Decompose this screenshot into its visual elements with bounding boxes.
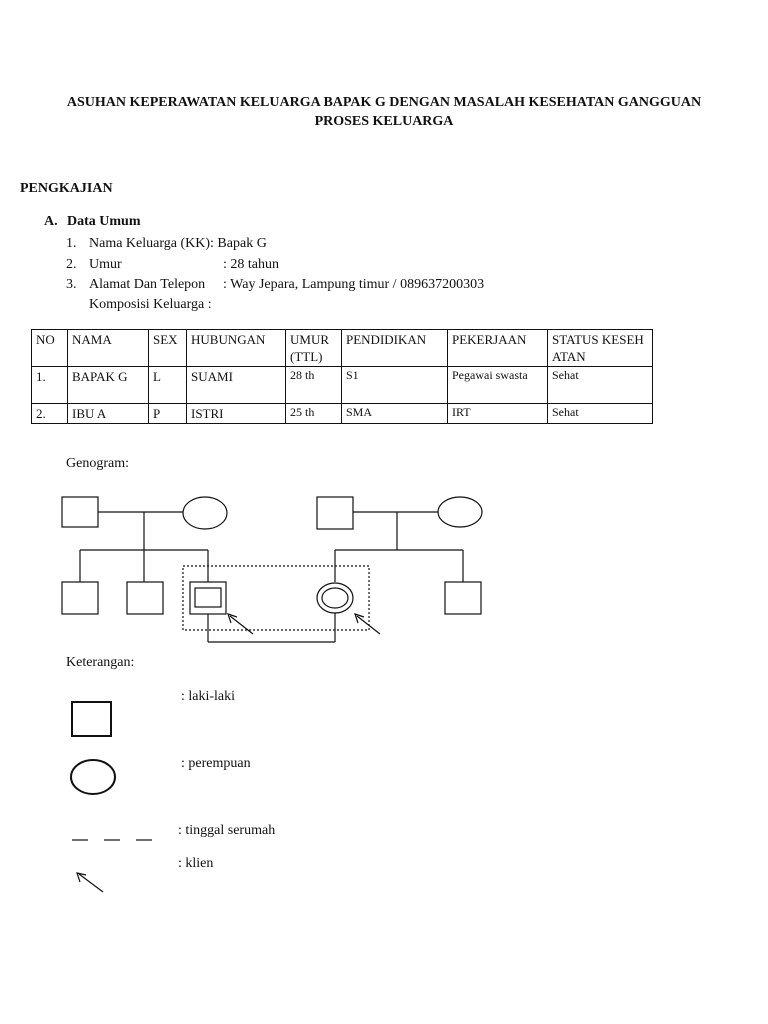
cell-hubungan: SUAMI: [187, 367, 286, 404]
header-pekerjaan: PEKERJAAN: [448, 330, 548, 367]
list-separator: :: [223, 257, 227, 272]
header-no: NO: [32, 330, 68, 367]
list-number: 2.: [66, 257, 77, 272]
legend-text-male: : laki-laki: [181, 689, 236, 704]
legend-text-client: : klien: [178, 856, 214, 871]
list-separator: :: [210, 236, 214, 251]
legend-label: Keterangan:: [66, 655, 135, 670]
cell-pendidikan: S1: [342, 367, 448, 404]
komposisi-separator: :: [207, 297, 212, 312]
header-hubungan: HUBUNGAN: [187, 330, 286, 367]
legend-square-icon: [72, 702, 111, 736]
cell-status: Sehat: [548, 367, 653, 404]
list-label: Umur: [89, 257, 122, 272]
cell-pendidikan: SMA: [342, 404, 448, 424]
cell-no: 2.: [32, 404, 68, 424]
cell-no: 1.: [32, 367, 68, 404]
list-value: 28 tahun: [230, 257, 279, 272]
legend-text-household: : tinggal serumah: [178, 823, 276, 838]
legend-circle-icon: [71, 760, 115, 794]
cell-nama: IBU A: [68, 404, 149, 424]
header-sex: SEX: [149, 330, 187, 367]
header-pendidikan: PENDIDIKAN: [342, 330, 448, 367]
cell-hubungan: ISTRI: [187, 404, 286, 424]
sibling-male-square: [62, 582, 98, 614]
cell-sex: L: [149, 367, 187, 404]
legend-text-female: : perempuan: [181, 756, 251, 771]
section-heading: PENGKAJIAN: [20, 181, 113, 196]
genogram-label: Genogram:: [66, 456, 129, 471]
list-value: Way Jepara, Lampung timur / 089637200303: [230, 277, 485, 292]
list-label: Alamat Dan Telepon: [89, 277, 206, 292]
list-number: 1.: [66, 236, 77, 251]
legend-arrow-icon: [79, 874, 103, 892]
cell-umur: 28 th: [286, 367, 342, 404]
sibling-male-square: [445, 582, 481, 614]
subsection-title: Data Umum: [67, 214, 141, 229]
grandfather-right-square: [317, 497, 353, 529]
cell-status: Sehat: [548, 404, 653, 424]
cell-pekerjaan: Pegawai swasta: [448, 367, 548, 404]
title-line-2: PROSES KELUARGA: [314, 114, 454, 129]
client-arrow: [357, 616, 380, 634]
list-separator: :: [223, 277, 227, 292]
list-label: Nama Keluarga (KK): [89, 236, 211, 251]
header-nama: NAMA: [68, 330, 149, 367]
list-value: Bapak G: [217, 236, 267, 251]
sibling-male-square: [127, 582, 163, 614]
grandmother-right-circle: [438, 497, 482, 527]
cell-umur: 25 th: [286, 404, 342, 424]
cell-sex: P: [149, 404, 187, 424]
cell-nama: BAPAK G: [68, 367, 149, 404]
header-umur: UMUR (TTL): [286, 330, 342, 367]
subsection-letter: A.: [44, 214, 58, 229]
header-status: STATUS KESEHATAN: [548, 330, 653, 367]
list-number: 3.: [66, 277, 77, 292]
client-arrow: [230, 616, 253, 634]
cell-pekerjaan: IRT: [448, 404, 548, 424]
grandmother-left-circle: [183, 497, 227, 529]
komposisi-label: Komposisi Keluarga: [89, 297, 205, 312]
grandfather-left-square: [62, 497, 98, 527]
title-line-1: ASUHAN KEPERAWATAN KELUARGA BAPAK G DENGAN MASALAH KESEHATAN GANGGUAN: [66, 95, 702, 110]
